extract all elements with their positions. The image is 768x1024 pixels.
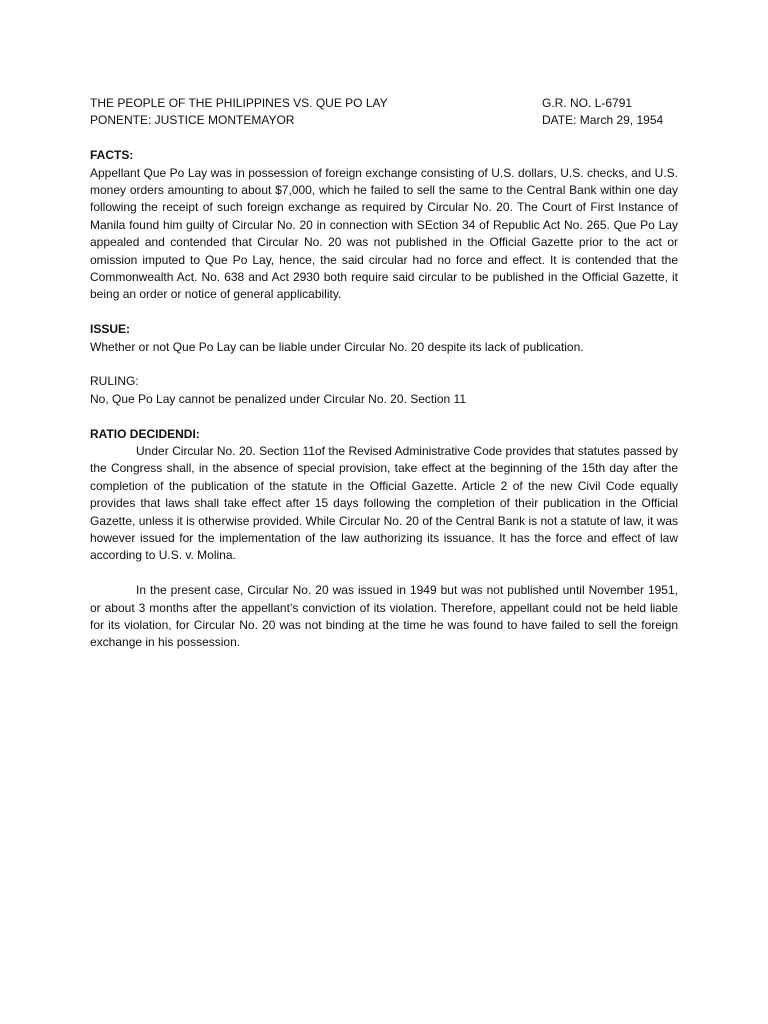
- issue-heading: ISSUE:: [90, 322, 131, 337]
- facts-section: [90, 147, 678, 304]
- decision-date: DATE: March 29, 1954: [542, 113, 664, 128]
- header-row-1: [90, 95, 678, 112]
- facts-text: Appellant Que Po Lay was in possession of foreign exchange consisting of U.S. dollars, U.S. checks, and U.S. money orders amounting to about $7,000, which he failed to sell the same to the Central Bank within one day following the receipt of such foreign exchange as required by Circular No. 20. The Court of First Instance of Manila found him guilty of Circular No. 20 in connection with SEction 34 of Republic Act No. 265. Que Po Lay appealed and contended that Circular No. 20 was not published in the Official Gazette prior to the act or omission imputed to Que Po Lay, hence, the said circular had no force and effect. It is contended that the Commonwealth Act. No. 638 and Act 2930 both require said circular to be published in the Official Gazette, it being an order or notice of general applicability.: [90, 165, 678, 302]
- issue-section: [90, 321, 678, 356]
- case-header: [90, 95, 678, 130]
- issue-text: Whether or not Que Po Lay can be liable under Circular No. 20 despite its lack of publication.: [90, 339, 584, 354]
- ratio-heading: RATIO DECIDENDI:: [90, 426, 200, 441]
- case-title: THE PEOPLE OF THE PHILIPPINES VS. QUE PO LAY: [90, 96, 388, 110]
- ruling-section: [90, 373, 678, 408]
- ratio-section: [90, 426, 678, 652]
- header-row-2: [90, 112, 678, 129]
- facts-heading: FACTS:: [90, 148, 134, 163]
- ratio-paragraph-1: Under Circular No. 20. Section 11of the Revised Administrative Code provides that statutes passed by the Congress shall, in the absence of special provision, take effect at the beginning of the 15th day after the completion of the publication of the statute in the Official Gazette. Article 2 of the new Civil Code equally provides that laws shall take effect after 15 days following the completion of their publication in the Official Gazette, unless it is otherwise provided. While Circular No. 20 of the Central Bank is not a statute of law, it was however issued for the implementation of the law authorizing its issuance. It has the force and effect of law according to U.S. v. Molina.: [90, 444, 678, 563]
- ratio-paragraph-2: In the present case, Circular No. 20 was issued in 1949 but was not published until November 1951, or about 3 months after the appellant’s conviction of its violation. Therefore, appellant could not be held liable for its violation, for Circular No. 20 was not binding at the time he was found to have failed to sell the foreign exchange in his possession.: [90, 583, 678, 650]
- ruling-text: No, Que Po Lay cannot be penalized under Circular No. 20. Section 11: [90, 391, 467, 406]
- ruling-heading: RULING:: [90, 374, 139, 389]
- gr-number: G.R. NO. L-6791: [542, 96, 633, 110]
- case-digest: [90, 95, 678, 652]
- ponente: PONENTE: JUSTICE MONTEMAYOR: [90, 113, 295, 128]
